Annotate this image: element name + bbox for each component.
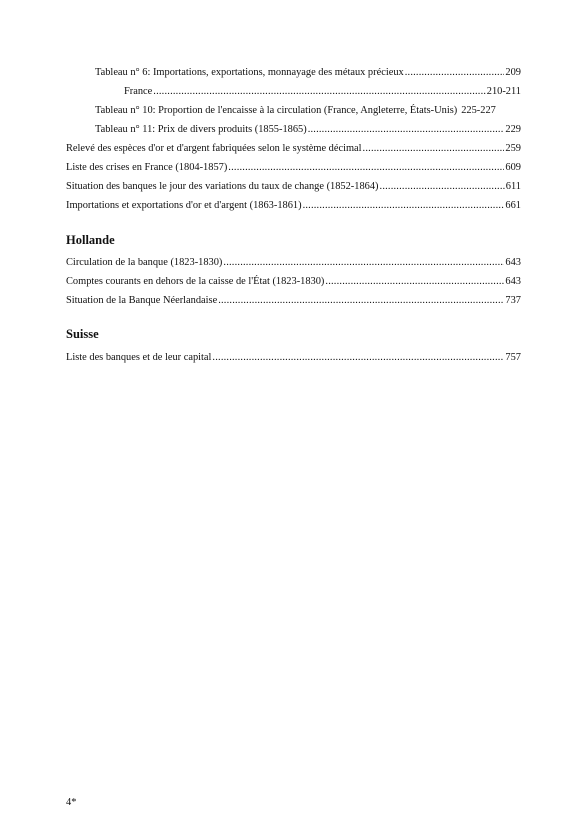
toc-entry-label: Circulation de la banque (1823-1830) bbox=[66, 257, 223, 268]
toc-entry-liste-banques bbox=[66, 351, 521, 364]
toc-entry-page: 611 bbox=[505, 181, 521, 192]
toc-entry-situation-banques bbox=[66, 180, 521, 193]
toc-entry-page: 609 bbox=[505, 162, 521, 173]
section-heading-suisse: Suisse bbox=[66, 327, 99, 341]
toc-leader-dots bbox=[212, 351, 504, 364]
toc-entry-page: 661 bbox=[505, 200, 521, 211]
toc-entry-label: Situation de la Banque Néerlandaise bbox=[66, 295, 218, 306]
toc-entry-label: Liste des crises en France (1804-1857) bbox=[66, 162, 228, 173]
toc-entry-page: 210-211 bbox=[486, 86, 521, 97]
toc-entry-page: 259 bbox=[505, 143, 521, 154]
toc-leader-dots bbox=[218, 294, 504, 307]
toc-leader-dots bbox=[223, 256, 504, 269]
toc-entry-label: Situation des banques le jour des variations du taux de change (1852-1864) bbox=[66, 181, 379, 192]
toc-entry-circulation-banque bbox=[66, 256, 521, 269]
toc-leader-dots bbox=[153, 85, 485, 98]
toc-entry-tableau-10 bbox=[95, 104, 521, 117]
toc-entry-france bbox=[124, 85, 521, 98]
toc-entry-page: 225-227 bbox=[461, 105, 496, 116]
toc-leader-dots bbox=[405, 66, 505, 79]
toc-leader-dots bbox=[303, 199, 505, 212]
section-heading-hollande: Hollande bbox=[66, 233, 115, 247]
page-number: 4* bbox=[66, 797, 77, 808]
toc-leader-dots bbox=[363, 142, 505, 155]
toc-entry-tableau-11 bbox=[95, 123, 521, 136]
toc-entry-releve-especes bbox=[66, 142, 521, 155]
toc-leader-dots bbox=[228, 161, 504, 174]
toc-leader-dots bbox=[380, 180, 505, 193]
toc-entry-comptes-courants bbox=[66, 275, 521, 288]
toc-entry-page: 757 bbox=[505, 352, 521, 363]
toc-entry-label: Tableau n° 6: Importations, exportations, monnayage des métaux précieux bbox=[95, 67, 404, 78]
toc-entry-label: Relevé des espèces d'or et d'argent fabriquées selon le système décimal bbox=[66, 143, 362, 154]
toc-entry-label: France bbox=[124, 86, 153, 97]
toc-entry-tableau-6 bbox=[95, 66, 521, 79]
toc-entry-label: Liste des banques et de leur capital bbox=[66, 352, 212, 363]
toc-entry-page: 643 bbox=[505, 257, 521, 268]
toc-entry-page: 209 bbox=[505, 67, 521, 78]
toc-entry-banque-neerlandaise bbox=[66, 294, 521, 307]
toc-leader-dots bbox=[325, 275, 504, 288]
toc-entry-label: Tableau n° 10: Proportion de l'encaisse à la circulation (France, Angleterre, États-Unis) bbox=[95, 105, 458, 116]
toc-entry-label: Comptes courants en dehors de la caisse de l'État (1823-1830) bbox=[66, 276, 325, 287]
toc-entry-importations-or bbox=[66, 199, 521, 212]
toc-entry-liste-crises bbox=[66, 161, 521, 174]
toc-entry-label: Tableau n° 11: Prix de divers produits (1855-1865) bbox=[95, 124, 307, 135]
toc-entry-page: 229 bbox=[505, 124, 521, 135]
toc-entry-page: 737 bbox=[505, 295, 521, 306]
toc-entry-page: 643 bbox=[505, 276, 521, 287]
toc-entry-label: Importations et exportations d'or et d'argent (1863-1861) bbox=[66, 200, 302, 211]
toc-leader-dots bbox=[308, 123, 505, 136]
